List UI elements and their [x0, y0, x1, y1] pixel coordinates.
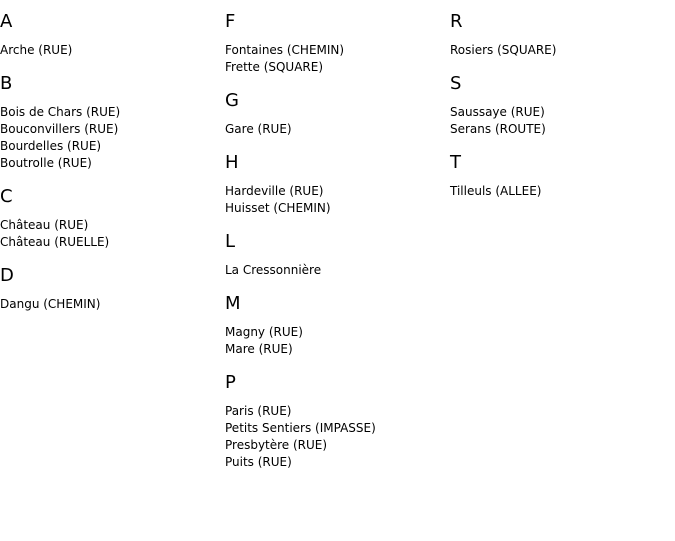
- street-link[interactable]: Hardeville (RUE): [225, 184, 324, 198]
- letter-heading: D: [0, 265, 14, 286]
- street-list: [225, 262, 445, 279]
- letter-heading: P: [225, 372, 236, 393]
- street-link[interactable]: Fontaines (CHEMIN): [225, 43, 345, 57]
- street-list: [450, 104, 670, 138]
- letter-group: [450, 152, 670, 200]
- street-link[interactable]: Château (RUE): [0, 218, 89, 232]
- letter-group: [225, 293, 445, 358]
- letter-group: [0, 186, 220, 251]
- letter-heading: C: [0, 186, 13, 207]
- letter-heading: G: [225, 90, 239, 111]
- street-list: [0, 42, 220, 59]
- street-link[interactable]: Arche (RUE): [0, 43, 73, 57]
- letter-heading: L: [225, 231, 236, 252]
- letter-group: [450, 73, 670, 138]
- street-link[interactable]: Serans (ROUTE): [450, 122, 546, 136]
- street-link[interactable]: Tilleuls (ALLEE): [450, 184, 542, 198]
- index-column: [0, 11, 220, 327]
- street-list: [225, 42, 445, 76]
- letter-heading: T: [450, 152, 461, 173]
- letter-group: [0, 11, 220, 59]
- street-list: [450, 42, 670, 59]
- street-link[interactable]: Petits Sentiers (IMPASSE): [225, 421, 376, 435]
- street-link[interactable]: Boutrolle (RUE): [0, 156, 92, 170]
- street-link[interactable]: Paris (RUE): [225, 404, 292, 418]
- street-link[interactable]: Frette (SQUARE): [225, 60, 324, 74]
- street-link[interactable]: Bouconvillers (RUE): [0, 122, 119, 136]
- street-link[interactable]: Magny (RUE): [225, 325, 303, 339]
- street-link[interactable]: La Cressonnière: [225, 263, 322, 277]
- street-list: [225, 324, 445, 358]
- street-list: [0, 217, 220, 251]
- index-column: [450, 11, 670, 214]
- street-list: [225, 403, 445, 471]
- street-list: [225, 183, 445, 217]
- letter-group: [0, 73, 220, 172]
- index-column: [225, 11, 445, 485]
- street-list: [0, 104, 220, 172]
- letter-group: [0, 265, 220, 313]
- letter-heading: F: [225, 11, 236, 32]
- street-list: [0, 296, 220, 313]
- street-link[interactable]: Mare (RUE): [225, 342, 293, 356]
- street-link[interactable]: Gare (RUE): [225, 122, 292, 136]
- letter-group: [450, 11, 670, 59]
- street-link[interactable]: Château (RUELLE): [0, 235, 110, 249]
- street-link[interactable]: Saussaye (RUE): [450, 105, 545, 119]
- letter-heading: R: [450, 11, 463, 32]
- letter-group: [225, 90, 445, 138]
- letter-group: [225, 11, 445, 76]
- letter-group: [225, 152, 445, 217]
- street-link[interactable]: Rosiers (SQUARE): [450, 43, 557, 57]
- letter-group: [225, 372, 445, 471]
- street-link[interactable]: Huisset (CHEMIN): [225, 201, 331, 215]
- letter-heading: H: [225, 152, 239, 173]
- street-link[interactable]: Presbytère (RUE): [225, 438, 328, 452]
- street-list: [450, 183, 670, 200]
- letter-heading: B: [0, 73, 13, 94]
- letter-heading: A: [0, 11, 13, 32]
- letter-group: [225, 231, 445, 279]
- letter-heading: M: [225, 293, 241, 314]
- letter-heading: S: [450, 73, 462, 94]
- street-link[interactable]: Dangu (CHEMIN): [0, 297, 101, 311]
- street-link[interactable]: Puits (RUE): [225, 455, 292, 469]
- street-link[interactable]: Bois de Chars (RUE): [0, 105, 121, 119]
- street-link[interactable]: Bourdelles (RUE): [0, 139, 102, 153]
- street-list: [225, 121, 445, 138]
